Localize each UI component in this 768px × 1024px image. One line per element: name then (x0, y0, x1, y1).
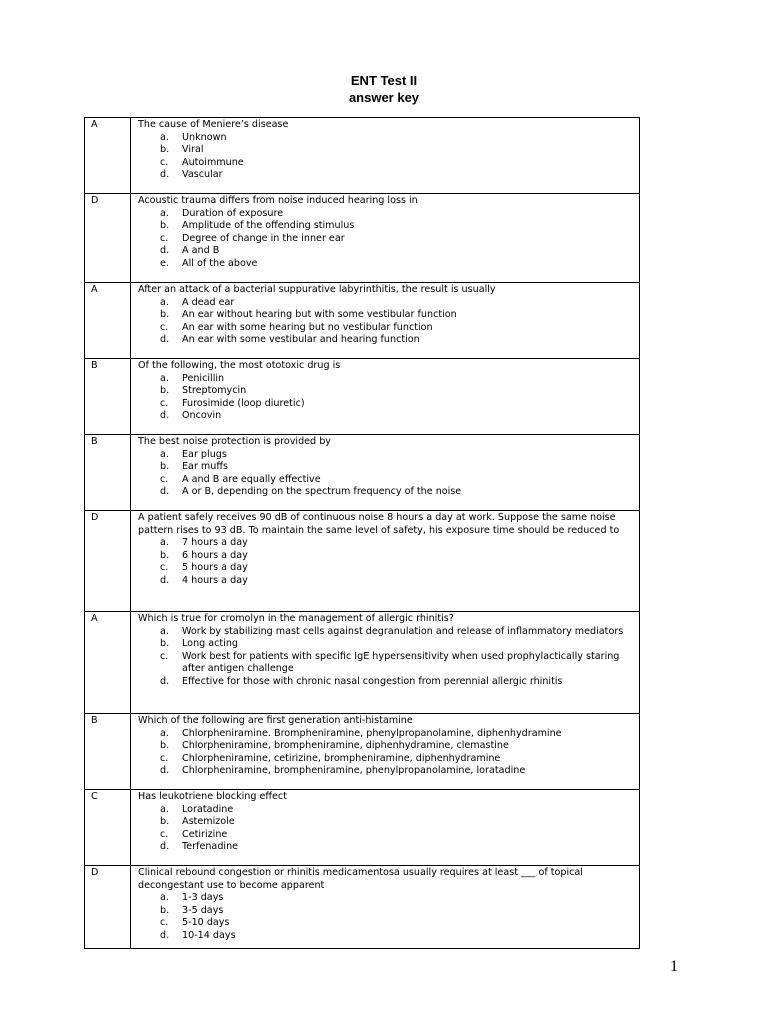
option-letter: c. (160, 473, 169, 485)
answer-option (138, 892, 635, 905)
question-stem: A patient safely receives 90 dB of continuous noise 8 hours a day at work. Suppose the same noise pattern rises to 93 dB. To maintain the same level of safety, his exposure time should be reduced to (138, 512, 620, 536)
option-letter: a. (160, 372, 169, 384)
answer-option (138, 804, 635, 817)
answer-cell: B (85, 435, 131, 511)
option-letter: a. (160, 892, 169, 904)
option-text: An ear with some vestibular and hearing function (182, 334, 420, 346)
option-text: 7 hours a day (182, 537, 248, 549)
option-letter: b. (160, 904, 170, 916)
option-text: A or B, depending on the spectrum frequency of the noise (182, 486, 462, 498)
option-letter: c. (160, 917, 169, 929)
answer-cell: B (85, 714, 131, 790)
question-cell (131, 511, 640, 612)
option-text: 4 hours a day (182, 574, 248, 586)
option-letter: b. (160, 638, 170, 650)
option-text: 1-3 days (182, 892, 224, 904)
answer-option (138, 917, 635, 930)
question-row (85, 283, 640, 359)
question-row (85, 790, 640, 866)
option-text: An ear without hearing but with some vestibular function (182, 309, 457, 321)
option-text: 10-14 days (182, 929, 236, 941)
question-stem: After an attack of a bacterial suppurative labyrinthitis, the result is usually (138, 284, 496, 295)
answer-option (138, 740, 635, 753)
question-cell (131, 118, 640, 194)
option-text: Effective for those with chronic nasal congestion from perennial allergic rhinitis (182, 675, 563, 687)
answer-option (138, 816, 635, 829)
option-text: 5-10 days (182, 917, 230, 929)
option-letter: c. (160, 397, 169, 409)
option-text: 5 hours a day (182, 562, 248, 574)
option-text: A and B (182, 245, 220, 257)
question-stem: Which of the following are first generation anti-histamine (138, 715, 413, 726)
option-letter: d. (160, 486, 170, 498)
answer-cell: D (85, 194, 131, 283)
answer-option (138, 169, 635, 182)
question-cell (131, 866, 640, 949)
question-row (85, 714, 640, 790)
option-text: Oncovin (182, 410, 222, 422)
option-text: 3-5 days (182, 904, 224, 916)
question-stem: Of the following, the most ototoxic drug is (138, 360, 341, 371)
question-cell (131, 359, 640, 435)
option-letter: d. (160, 765, 170, 777)
question-cell (131, 612, 640, 714)
option-letter: a. (160, 207, 169, 219)
answer-cell: A (85, 283, 131, 359)
option-text: Chlorpheniramine, cetirizine, brompheniramine, diphenhydramine (182, 752, 501, 764)
page-title: ENT Test II (350, 73, 418, 88)
answer-key-rows (85, 118, 640, 949)
question-row (85, 435, 640, 511)
answer-option (138, 208, 635, 221)
question-cell (131, 714, 640, 790)
question-row (85, 118, 640, 194)
answer-cell: B (85, 359, 131, 435)
answer-option (138, 829, 635, 842)
answer-option (138, 334, 635, 347)
answer-option (138, 233, 635, 246)
answer-option (138, 841, 635, 854)
option-text: Penicillin (182, 372, 225, 384)
answer-option (138, 461, 635, 474)
question-row (85, 511, 640, 612)
page-number: 1 (670, 958, 678, 975)
option-text: Vascular (182, 169, 223, 181)
option-text: Furosimide (loop diuretic) (182, 397, 305, 409)
option-text: Chlorpheniramine. Brompheniramine, phenylpropanolamine, diphenhydramine (182, 727, 562, 739)
answer-cell: D (85, 866, 131, 949)
option-letter: b. (160, 385, 170, 397)
option-letter: a. (160, 296, 169, 308)
option-letter: b. (160, 740, 170, 752)
option-letter: d. (160, 841, 170, 853)
option-letter: b. (160, 549, 170, 561)
option-letter: c. (160, 321, 169, 333)
answer-cell: D (85, 511, 131, 612)
answer-option (138, 297, 635, 310)
option-letter: d. (160, 410, 170, 422)
answer-option (138, 373, 635, 386)
answer-cell: A (85, 118, 131, 194)
answer-option (138, 385, 635, 398)
question-row (85, 194, 640, 283)
option-letter: a. (160, 803, 169, 815)
option-text: An ear with some hearing but no vestibular function (182, 321, 433, 333)
option-letter: c. (160, 828, 169, 840)
answer-option (138, 676, 635, 689)
answer-option (138, 562, 635, 575)
question-stem: Has leukotriene blocking effect (138, 791, 287, 802)
answer-option (138, 651, 635, 676)
option-letter: d. (160, 675, 170, 687)
option-text: Terfenadine (182, 841, 239, 853)
option-letter: a. (160, 625, 169, 637)
answer-option (138, 728, 635, 741)
answer-option (138, 765, 635, 778)
option-text: Work by stabilizing mast cells against degranulation and release of inflammatory mediators (182, 625, 624, 637)
option-letter: c. (160, 562, 169, 574)
option-letter: c. (160, 156, 169, 168)
option-letter: b. (160, 816, 170, 828)
option-text: Autoimmune (182, 156, 244, 168)
question-row (85, 866, 640, 949)
answer-cell: C (85, 790, 131, 866)
answer-option (138, 245, 635, 258)
answer-option (138, 258, 635, 271)
option-text: 6 hours a day (182, 549, 248, 561)
question-row (85, 359, 640, 435)
option-letter: b. (160, 461, 170, 473)
question-cell (131, 790, 640, 866)
answer-option (138, 449, 635, 462)
option-letter: e. (160, 257, 169, 269)
answer-option (138, 410, 635, 423)
page-subtitle: answer key (348, 90, 420, 105)
option-text: All of the above (182, 257, 258, 269)
answer-option (138, 575, 635, 588)
answer-option (138, 550, 635, 563)
option-letter: a. (160, 537, 169, 549)
option-letter: d. (160, 334, 170, 346)
option-text: Work best for patients with specific IgE hypersensitivity when used prophylactically staring after antigen challenge (182, 650, 620, 675)
question-stem: The cause of Meniere’s disease (138, 119, 289, 130)
option-letter: d. (160, 245, 170, 257)
option-text: Streptomycin (182, 385, 247, 397)
question-stem: Clinical rebound congestion or rhinitis medicamentosa usually requires at least ___ of topical decongestant use to become apparent (138, 867, 583, 891)
question-stem: The best noise protection is provided by (138, 436, 331, 447)
answer-cell: A (85, 612, 131, 714)
option-text: Ear plugs (182, 448, 227, 460)
question-cell (131, 194, 640, 283)
option-letter: d. (160, 574, 170, 586)
option-letter: b. (160, 309, 170, 321)
answer-option (138, 322, 635, 335)
option-letter: d. (160, 929, 170, 941)
option-letter: b. (160, 220, 170, 232)
option-letter: a. (160, 727, 169, 739)
option-text: Unknown (182, 131, 227, 143)
option-letter: d. (160, 169, 170, 181)
answer-option (138, 486, 635, 499)
option-letter: a. (160, 131, 169, 143)
option-text: Astemizole (182, 816, 235, 828)
option-text: Long acting (182, 638, 239, 650)
question-cell (131, 283, 640, 359)
option-text: Chlorpheniramine, brompheniramine, diphenhydramine, clemastine (182, 740, 509, 752)
answer-option (138, 398, 635, 411)
answer-option (138, 144, 635, 157)
answer-option (138, 905, 635, 918)
option-text: Viral (182, 144, 204, 156)
answer-option (138, 157, 635, 170)
answer-key-table (84, 117, 640, 949)
option-text: Ear muffs (182, 461, 228, 473)
option-text: Degree of change in the inner ear (182, 232, 345, 244)
option-text: Amplitude of the offending stimulus (182, 220, 355, 232)
answer-option (138, 638, 635, 651)
answer-option (138, 537, 635, 550)
answer-option (138, 753, 635, 766)
option-text: Duration of exposure (182, 207, 284, 219)
answer-option (138, 309, 635, 322)
option-text: Cetirizine (182, 828, 228, 840)
option-letter: c. (160, 232, 169, 244)
question-cell (131, 435, 640, 511)
question-row (85, 612, 640, 714)
option-letter: a. (160, 448, 169, 460)
option-text: A dead ear (182, 296, 235, 308)
option-letter: b. (160, 144, 170, 156)
option-text: A and B are equally effective (182, 473, 321, 485)
option-text: Loratadine (182, 803, 234, 815)
answer-option (138, 220, 635, 233)
answer-option (138, 132, 635, 145)
answer-option (138, 626, 635, 639)
answer-option (138, 930, 635, 943)
option-letter: c. (160, 650, 169, 662)
question-stem: Which is true for cromolyn in the management of allergic rhinitis? (138, 613, 454, 624)
option-letter: c. (160, 752, 169, 764)
option-text: Chlorpheniramine, brompheniramine, phenylpropanolamine, loratadine (182, 765, 526, 777)
question-stem: Acoustic trauma differs from noise induced hearing loss in (138, 195, 418, 206)
answer-option (138, 474, 635, 487)
